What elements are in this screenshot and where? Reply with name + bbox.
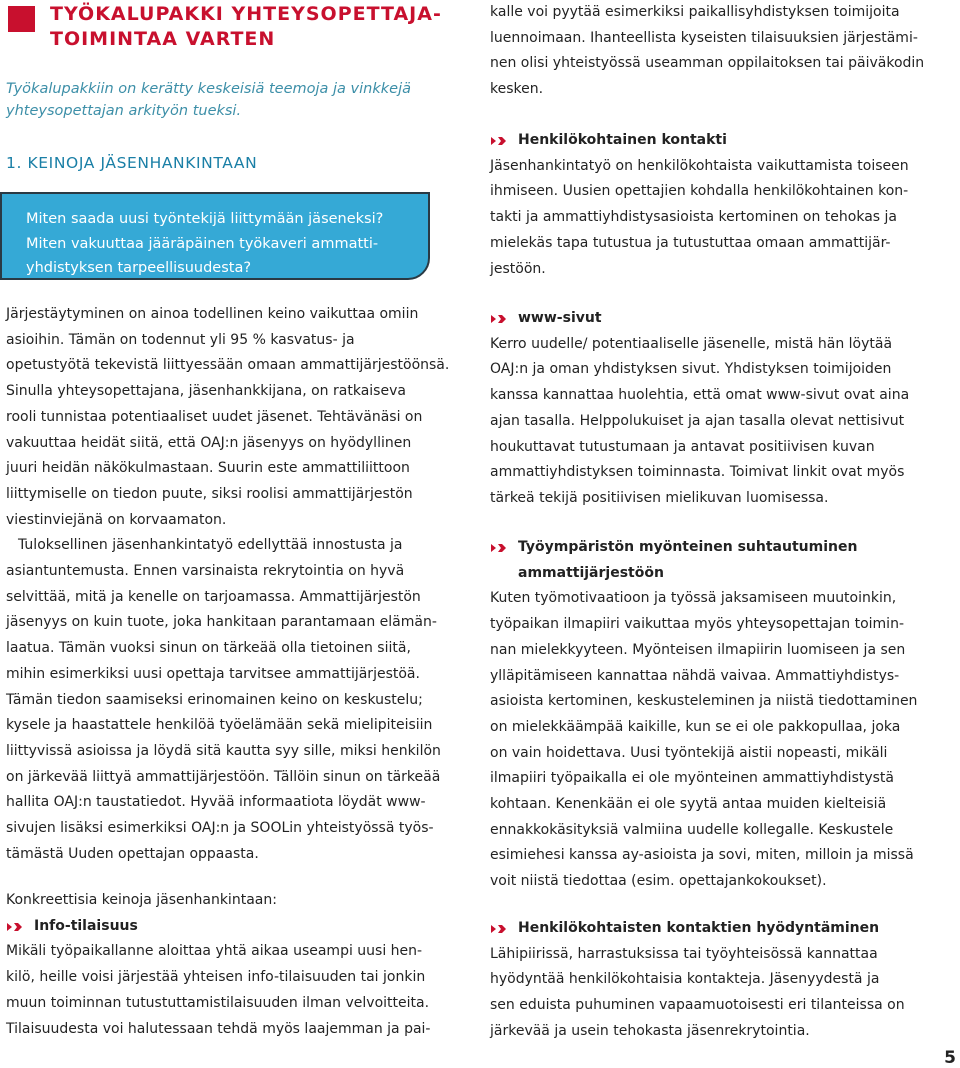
item-heading-text: Henkilökohtaisten kontaktien hyödyntäminen	[518, 920, 880, 936]
item-heading-text: Työympäristön myönteinen suhtautuminen ammattijärjestöön	[518, 539, 858, 581]
red-square-marker	[8, 6, 35, 32]
item-text: Kerro uudelle/ potentiaaliselle jäsenelle, mistä hän löytää OAJ:n ja oman yhdistyksen sivut. Yhdistyksen toimijoiden kanssa kannattaa huolehtia, että omat www-sivut ovat aina ajan tasalla. Helppolukuiset ja ajan tasalla olevat nettisivut houkuttavat tutustumaan ja antavat positiivisen kuvan ammattiyhdistyksen toiminnasta. Toimivat linkit ovat myös tärkeä tekijä positiivisen mielikuvan luomisessa.	[490, 335, 910, 506]
item-text: Lähipiirissä, harrastuksissa tai työyhteisössä kannattaa hyödyntää henkilökohtaisia kontakteja. Jäsenyydestä ja sen eduista puhuminen vapaamuotoisesti eri tilanteissa on järkevää ja usein tehokasta jäsenrekrytointia.	[490, 945, 905, 1039]
info-text: Mikäli työpaikallanne aloittaa yhtä aikaa useampi uusi hen- kilö, heille voisi järjestää yhteisen info-tilaisuuden tai jonkin muun toiminnan tutustuttamistilaisuuden ilman velvoitteita. Tilaisuudesta voi halutessaan tehdä myös laajemman ja pai-	[6, 943, 431, 1037]
right-column-continuation	[490, 0, 950, 103]
continuation-text: kalle voi pyytää esimerkiksi paikallisyhdistyksen toimijoita luennoimaan. Ihanteellista kyseisten tilaisuuksien järjestämi- nen olisi yhteistyössä useamman oppilaitoksen tai päiväkodin kesken.	[490, 4, 925, 98]
info-heading-text: Info-tilaisuus	[34, 917, 138, 934]
item-text: Jäsenhankintatyö on henkilökohtaista vaikuttamista toiseen ihmiseen. Uusien opettajien kohdalla henkilökohtainen kon- takti ja ammattiyhdistysasioista kertominen on tehokas ja mielekäs tapa tutustua ja tutustuttaa omaan ammattijär- jestöön.	[490, 157, 909, 277]
body-paragraph-2-first-line: Tuloksellinen jäsenhankintatyö edellyttää innostusta ja	[18, 537, 403, 554]
question-box	[0, 192, 430, 280]
arrow-right-icon	[490, 923, 506, 935]
page-subtitle: Työkalupakkiin on kerätty keskeisiä teemoja ja vinkkejä yhteysopettajan arkityön tueksi.	[6, 81, 411, 119]
right-item-personal-contacts-use	[490, 916, 950, 1045]
page-title: TYÖKALUPAKKI YHTEYSOPETTAJA- TOIMINTAA VARTEN	[50, 3, 442, 50]
item-heading	[490, 535, 950, 586]
methods-intro: Konkreettisia keinoja jäsenhankintaan:	[6, 892, 277, 908]
arrow-right-icon	[490, 542, 506, 554]
right-item-work-environment	[490, 535, 950, 895]
item-heading-text: Henkilökohtainen kontakti	[518, 132, 727, 148]
item-text: Kuten työmotivaatioon ja työssä jaksamiseen muutoinkin, työpaikan ilmapiiri vaikuttaa myös yhteysopettajan toimin- nan mielekkyyteen. Myönteisen ilmapiirin luomiseen ja sen ylläpitämiseen kannattaa nähdä vaivaa. Ammattiyhdistys- asioista kertominen, keskusteleminen ja niistä tiedottaminen on mielekkäämpää kaikille, kun se ei ole pakkopullaa, joka on vain hoidettava. Uusi työntekijä aistii nopeasti, mikäli ilmapiiri työpaikalla ei ole myönteinen ammattiyhdistystä kohtaan. Kenenkään ei ole syytä antaa muiden kielteisiä ennakkokäsityksiä valmiina uudelle kollegalle. Keskustele esimiehesi kanssa ay-asioista ja sovi, miten, milloin ja missä voit niistä tiedottaa (esim. opettajankokoukset).	[490, 590, 918, 890]
arrow-right-icon	[6, 921, 22, 933]
arrow-right-icon	[490, 135, 506, 147]
section-heading: 1. KEINOJA JÄSENHANKINTAAN	[6, 154, 258, 172]
item-heading	[490, 306, 950, 332]
left-column-methods	[6, 888, 451, 1042]
arrow-right-icon	[490, 313, 506, 325]
right-item-personal-contact	[490, 128, 950, 282]
question-2: Miten vakuuttaa jääräpäinen työkaveri ammatti- yhdistyksen tarpeellisuudesta?	[26, 235, 379, 276]
page-number: 5	[944, 1048, 956, 1068]
question-1: Miten saada uusi työntekijä liittymään jäseneksi?	[26, 211, 384, 227]
body-paragraph-1: Järjestäytyminen on ainoa todellinen keino vaikuttaa omiin asioihin. Tämän on todennut yli 95 % kasvatus- ja opetustyötä tekevistä liittyessään omaan ammattijärjestöönsä. Sinulla yhteysopettajana, jäsenhankkijana, on ratkaiseva rooli tunnistaa potentiaaliset uudet jäsenet. Tehtävänäsi on vakuuttaa heidät siitä, että OAJ:n jäsenyys on hyödyllinen juuri heidän näkökulmastaan. Suurin este ammattiliittoon liittymiselle on tiedon puute, siksi roolisi ammattijärjestön viestinviejänä on korvaamaton.	[6, 306, 450, 528]
item-heading	[490, 916, 950, 942]
body-paragraph-2: asiantuntemusta. Ennen varsinaista rekrytointia on hyvä selvittää, mitä ja kenelle on tarjoamassa. Ammattijärjestön jäsenyys on kuin tuote, joka hankitaan parantamaan elämän- laatua. Tämän vuoksi sinun on tärkeää olla tietoinen siitä, mihin esimerkiksi uusi opettaja tarvitsee ammattijärjestöä. Tämän tiedon saamiseksi erinomainen keino on keskustelu; kysele ja haastattele henkilöä työelämään sekä mielipiteisiin liittyvissä asioissa ja löydä sitä kautta syy sille, miksi henkilön on järkevää liittyä ammattijärjestöön. Tällöin sinun on tärkeää hallita OAJ:n taustatiedot. Hyvää informaatiota löydät www- sivujen lisäksi esimerkiksi OAJ:n ja SOOLin yhteistyössä työs- tämästä Uuden opettajan oppaasta.	[6, 563, 441, 862]
item-heading-text: www-sivut	[518, 310, 602, 326]
item-heading	[490, 128, 950, 154]
left-column-body	[6, 302, 451, 867]
right-item-websites	[490, 306, 950, 512]
info-heading	[6, 914, 451, 940]
